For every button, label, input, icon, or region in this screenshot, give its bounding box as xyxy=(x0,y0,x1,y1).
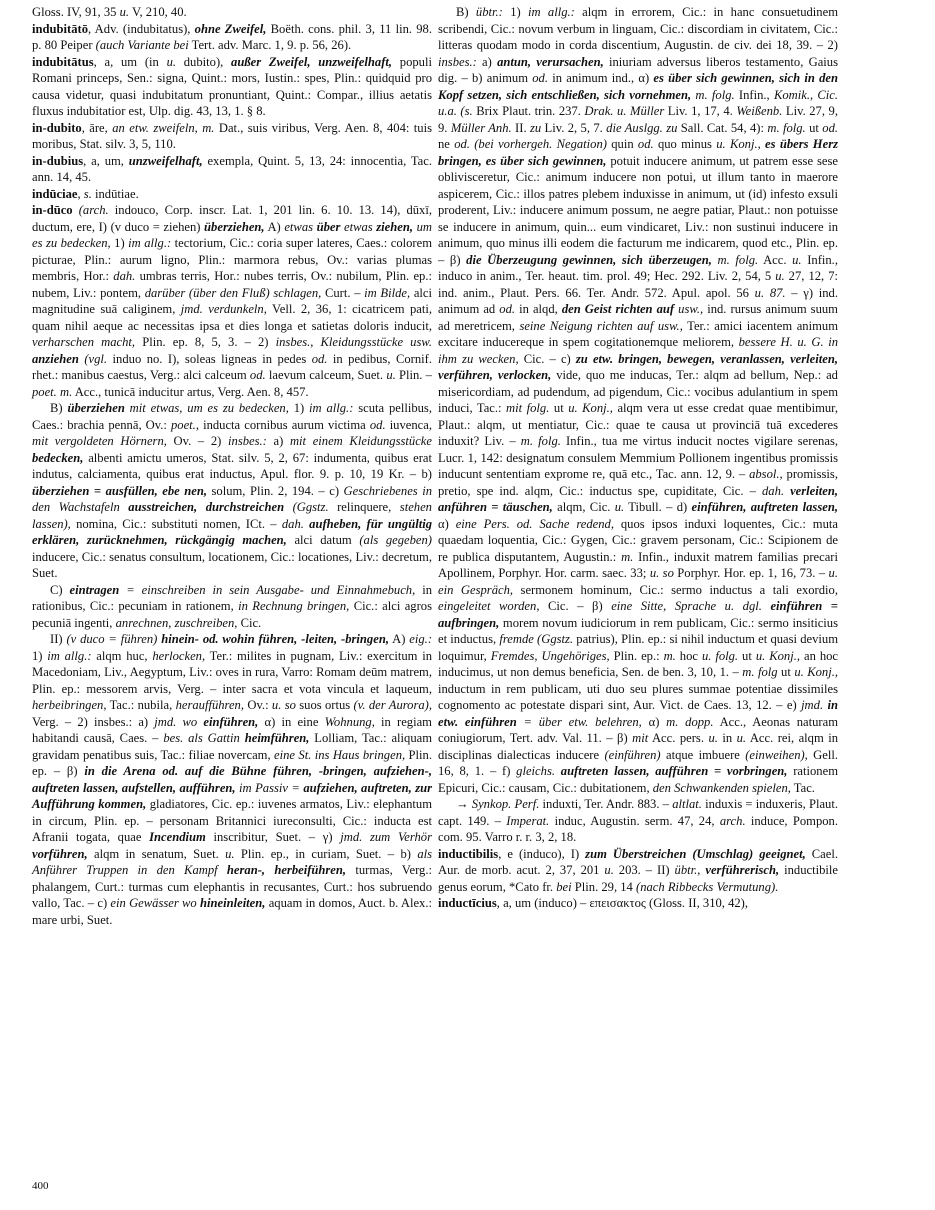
entry-paragraph: C) eintragen = einschreiben in sein Ausgabe- und Einnahmebuch, in rationibus, Cic.: pecuniam in rationem, in Rechnung bringen, Cic.: alci agros pecuniā ingenti, anrechnen, zuschreiben, Cic. xyxy=(32,582,432,630)
entry-paragraph: inductibilis, e (induco), I) zum Überstreichen (Umschlag) geeignet, Cael. Aur. de morb. acut. 2, 37, 201 u. 203. – II) übtr., verführerisch, inductibile genus eorum, *Cato fr. bei Plin. 29, 14 (nach Ribbecks Vermutung). xyxy=(438,846,838,894)
entry-paragraph: inductīcius, a, um (induco) – επεισακτος (Gloss. II, 310, 42), xyxy=(438,896,749,910)
entry-paragraph: B) überziehen mit etwas, um es zu bedecken, 1) im allg.: scuta pellibus, Caes.: brachia pennā, Ov.: poet., inducta cornibus aurum victima od. iuvenca, mit vergoldeten Hörnern, Ov. – 2) insbes.: a) mit einem Kleidungsstücke bedecken, albenti amictu umeros, Stat. silv. 5, 2, 67: indumenta, quibus erat indutus, calciamenta, quibus erat inductus, Apul. flor. 9. p. 10, 19 Kr. – b) überziehen = ausfüllen, ebe nen, solum, Plin. 2, 194. – c) Geschriebenes in den Wachstafeln ausstreichen, durchstreichen (Ggstz. relinquere, stehen lassen), nomina, Cic.: substituti nomen, ICt. – dah. aufheben, für ungültig erklären, zurücknehmen, rückgängig machen, alci datum (als gegeben) inducere, Cic.: senatus consultum, locationem, Cic.: locationes, Liv.: decretum, Suet. xyxy=(32,401,432,580)
entry-paragraph: indūciae, s. indūtiae. xyxy=(32,186,139,201)
entry-paragraph: indubitātō, Adv. (indubitatus), ohne Zweifel, Boëth. cons. phil. 3, 11 lin. 98. p. 80 Peiper (auch Variante bei Tert. adv. Marc. 1, 9. p. 56, 26). xyxy=(32,21,432,52)
entry-paragraph: → Synkop. Perf. induxti, Ter. Andr. 883. – altlat. induxis = induxeris, Plaut. capt. 149. – Imperat. induc, Augustin. serm. 47, 24, arch. induce, Pompon. com. 95. Varro r. r. 3, 2, 18. xyxy=(438,797,838,844)
entry-paragraph: B) übtr.: 1) im allg.: alqm in errorem, Cic.: in hanc consuetudinem scribendi, Cic.: novum verbum in linguam, Cic.: discordiam in civitatem, Cic.: litteras quodam modo in corda discentium, Augustin. de civ. dei 18, 39. – 2) insbes.: a) antun, verursachen, iniuriam adversus liberos testamento, Gaius dig. – b) animum od. in animum ind., α) es über sich gewinnen, sich in den Kopf setzen, sich entschließen, sich vornehmen, m. folg. Infin., Komik., Cic. u.a. (s. Brix Plaut. trin. 237. Drak. u. Müller Liv. 1, 17, 4. Weißenb. Liv. 27, 9, 9. Müller Anh. II. zu Liv. 2, 5, 7. die Auslgg. zu Sall. Cat. 54, 4): m. folg. ut od. ne od. (bei vorhergeh. Negation) quin od. quo minus u. Konj., es übers Herz bringen, es über sich gewinnen, potuit inducere animum, ut patrem esse sese oblivisceretur, Cic.: animum inducere non potui, ut illum tanto in maerore aspicerem, Cic.: illos patres plebem induxisse in animum, ut (id) infesto exsuli proderent, Liv.: inducere animum possum, ne aegre patiar, Plaut.: non potuisse se inducere in animum, quin... eum vindicaret, Liv.: non sustinui inducere in animum, quo minus illi eodem die facturum me indicarem, quod etc., Plin. ep. – β) die Überzeugung gewinnen, sich überzeugen, m. folg. Acc. u. Infin., induco in anim., Ter. heaut. tim. prol. 49; Hec. 292. Liv. 2, 54, 5 u. 27, 12, 7: ind. anim., Plaut. Pers. 66. Ter. Andr. 572. Apul. apol. 56 u. 87. – γ) ind. animum ad od. in alqd, den Geist richten auf usw., ind. rursus animum suum ad meretricem, seine Neigung richten auf usw., Ter.: amici iacentem animum excitare inducereque in spem cogitationemque meliorem, bessere H. u. G. in ihm zu wecken, Cic. – c) zu etw. bringen, bewegen, veranlassen, verleiten, verführen, verlocken, vide, quo me inducas, Ter.: alqm ad bellum, Nep.: ad misericordiam, ad pudendum, ad pigendum, Cic.: vocibus adulantium in spem induci, Tac.: mit folg. ut u. Konj., alqm vera ut esse credat quae mentibimur, Plaut.: alqm, ut mentiatur, Cic.: quae te causa ut provinciā tuā excederes induxit? Liv. – m. folg. Infin., tua me virtus inducit noctes vigilare serenas, Lucr. 1, 142: designatum consulem Memmium Pollionem ingentibus promissis inducunt sententiam exprome re, quā etc., Tac. ann. 12, 9. – absol., promissis, pretio, spe ind. alqm, Cic.: inductus spe, cupiditate, Cic. – dah. verleiten, anführen = täuschen, alqm, Cic. u. Tibull. – d) einführen, auftreten lassen, α) eine Pers. od. Sache redend, quos ipsos induxi loquentes, Cic.: muta quaedam loquentia, Cic.: Gygen, Cic.: gravem personam, Cic.: Scipionem de re publica disputantem, Augustin.: m. Infin., induxit matrem familias precari Apollinem, Porphyr. Hor. carm. saec. 33; u. so Porphyr. Hor. ep. 1, 16, 73. – u. ein Gespräch, sermonem hominum, Cic.: sermo inductus a tali exordio, eingeleitet worden, Cic. – β) eine Sitte, Sprache u. dgl. einführen = aufbringen, morem novum iudiciorum in rem publicam, Cic.: sermo insiticius et inductus, fremde (Ggstz. patrius), Plin. ep.: si nihil inductum et quasi devium loquimur, Fremdes, Ungehöriges, Plin. ep.: m. hoc u. folg. ut u. Konj., an hoc inducimus, ut non demus beneficia, Sen. de ben. 3, 10, 1. – m. folg ut u. Konj., inductum in rem publicam, uti duo seu plures summae potentiae dissimiles cognomento ac potestate dispari sint, Aur. Vict. de Caes. 13, 12. – e) jmd. in etw. einführen = über etw. belehren, α) m. dopp. Acc., Aeonas naturam coniugiorum, Tert. adv. Val. 11. – β) mit Acc. pers. u. in u. Acc. rei, alqm in disciplinas dialecticas inducere (einführen) atque imbuere (einweihen), Gell. 16, 8, 1. – f) gleichs. auftreten lassen, aufführen = vorbringen, rationem Epicuri, Cic.: causam, Cic.: dubitationem, den Schwankenden spielen, Tac. xyxy=(438,5,839,795)
entry-paragraph: in-dubito, āre, an etw. zweifeln, m. Dat., suis viribus, Verg. Aen. 8, 404: tuis moribus, Stat. silv. 3, 5, 110. xyxy=(32,120,432,151)
entry-paragraph: Gloss. IV, 91, 35 u. V, 210, 40. xyxy=(32,5,187,19)
entry-paragraph: in-dubius, a, um, unzweifelhaft, exempla, Quint. 5, 13, 24: innocentia, Tac. ann. 14, 45. xyxy=(32,153,432,184)
entry-paragraph: II) (v duco = führen) hinein- od. wohin führen, -leiten, -bringen, A) eig.: 1) im allg.: alqm huc, herlocken, Ter.: milites in pugnam, Liv.: exercitum in Macedoniam, Liv., Aegyptum, Liv.: oves in rura, Varro: Romam deūm matrem, Plin. ep.: messorem arvis, Verg. – inter sacra et vota vincula et laqueum, herbeibringen, Tac.: nubila, heraufführen, Ov.: u. so suos ortus (v. der Aurora), Verg. – 2) insbes.: a) jmd. wo einführen, α) in eine Wohnung, in regiam habitandi causā, Caes. – bes. als Gattin heimführen, Lolliam, Tac.: aliquam gravidam penatibus suis, Tac.: filiae novercam, eine St. ins Haus bringen, Plin. ep. – β) in die Arena od. auf die Bühne führen, -bringen, aufziehen-, auftreten lassen, aufstellen, aufführen, im Passiv = aufziehen, auftreten, zur Aufführung kommen, gladiatores, Cic. ep.: iuvenes armatos, Liv.: elephantum in circum, Plin. ep. – personam Britannici iureconsulti, Cic.: inducta est Afranii togata, quae Incendium inscribitur, Suet. – γ) jmd. zum Verhör vorführen, alqm in senatum, Suet. u. Plin. ep., in curiam, Suet. – b) als Anführer Truppen in den Kampf heran-, herbeiführen, turmas, Verg.: phalangem, Curt.: turmas cum elephantis in recusantes, Curt.: hos subruendo vallo, Tac. – c) ein Gewässer wo hineinleiten, aquam in domos, Auct. b. Alex.: mare urbi, Suet. xyxy=(32,632,433,927)
entry-paragraph: indubitātus, a, um (in u. dubito), außer Zweifel, unzweifelhaft, populi Romani princeps, Sen.: signa, Quint.: mors, Iustin.: spes, Plin.: quidquid pro causa videtur, quasi indubitatum pronuntiant, Quint.: Compar., illius aetatis fluxus indubitatior est, Ulp. dig. 43, 13, 1. § 8. xyxy=(32,54,432,118)
right-column xyxy=(438,4,838,912)
left-column xyxy=(32,4,432,928)
entry-paragraph: in-dūco (arch. indouco, Corp. inscr. Lat. 1, 201 lin. 6. 10. 13. 14), dūxī, ductum, ere, I) (v duco = ziehen) überziehen, A) etwas über etwas ziehen, um es zu bedecken, 1) im allg.: tectorium, Cic.: coria super lateres, Caes.: colorem picturae, Plin.: aurum ligno, Plin.: marmora rebus, Ov.: varias plumas membris, Hor.: dah. umbras terris, Hor.: nubes terris, Ov.: nubilum, Plin. ep.: nubem, Liv.: pontem, darüber (über den Fluß) schlagen, Curt. – im Bilde, alci magnitudine suā caliginem, jmd. verdunkeln, Vell. 2, 36, 1: cicatricem pati, quam nihil aeque ac necessitas ipsa et dies longa et satietas doloris inducit, verharschen macht, Plin. ep. 8, 5, 3. – 2) insbes., Kleidungsstücke usw. anziehen (vgl. induo no. I), soleas ligneas in pedes od. in pedibus, Cornif. rhet.: manibus caestus, Verg.: alci calceum od. laevum calceum, Suet. u. Plin. – poet. m. Acc., tunicā inducitur artus, Verg. Aen. 8, 457. xyxy=(32,203,433,399)
page-number: 400 xyxy=(32,1180,49,1192)
